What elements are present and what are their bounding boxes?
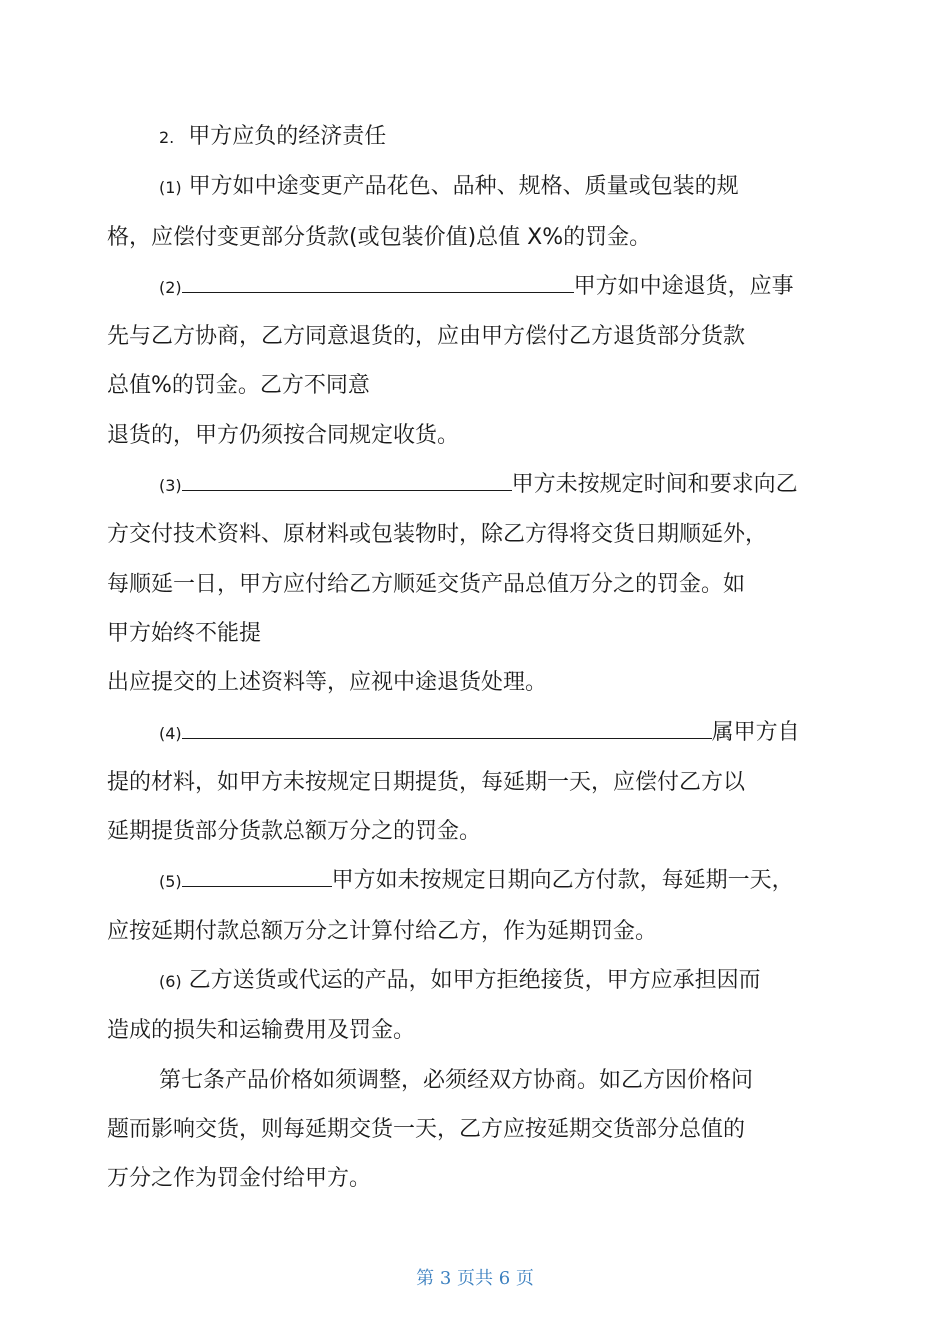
clause-text: 出应提交的上述资料等，应视中途退货处理。 bbox=[107, 670, 548, 696]
clause-text: 甲方如中途变更产品花色、品种、规格、质量或包装的规 bbox=[188, 174, 739, 200]
clause-text: 甲方如未按规定日期向乙方付款，每延期一天， bbox=[331, 868, 794, 894]
fill-in-blank bbox=[182, 468, 512, 491]
clause-text: 造成的损失和运输费用及罚金。 bbox=[107, 1018, 416, 1044]
article-text: 第七条产品价格如须调整，必须经双方协商。如乙方因价格问 bbox=[159, 1067, 754, 1093]
page-number-label: 第 3 页共 6 页 bbox=[416, 1268, 534, 1289]
clause-text: 甲方未按规定时间和要求向乙 bbox=[511, 472, 798, 498]
clause-text: 格，应偿付变更部分货款(或包装价值)总值 X%的罚金。 bbox=[107, 224, 652, 250]
clause-number: (3) bbox=[159, 476, 182, 496]
clause-text: 退货的，甲方仍须按合同规定收货。 bbox=[107, 422, 460, 448]
fill-in-blank bbox=[182, 270, 574, 293]
clause-text: 属甲方自 bbox=[711, 719, 800, 745]
document-body bbox=[107, 112, 837, 1204]
clause-6 bbox=[107, 956, 837, 1056]
section-heading bbox=[107, 112, 837, 162]
article-7 bbox=[107, 1056, 837, 1204]
clause-text: 总值%的罚金。乙方不同意 bbox=[107, 373, 370, 399]
clause-1 bbox=[107, 162, 837, 262]
clause-5 bbox=[107, 856, 837, 956]
section-title: 甲方应负的经济责任 bbox=[188, 124, 387, 149]
clause-text: 应按延期付款总额万分之计算付给乙方，作为延期罚金。 bbox=[107, 918, 658, 944]
clause-text: 乙方送货或代运的产品，如甲方拒绝接货，甲方应承担因而 bbox=[188, 968, 761, 994]
article-text: 题而影响交货，则每延期交货一天，乙方应按延期交货部分总值的 bbox=[107, 1116, 746, 1142]
clause-text: 每顺延一日，甲方应付给乙方顺延交货产品总值万分之的罚金。如 bbox=[107, 571, 746, 597]
clause-number: (6) bbox=[159, 972, 182, 992]
section-number: 2. bbox=[159, 128, 175, 147]
clause-text: 延期提货部分货款总额万分之的罚金。 bbox=[107, 819, 482, 845]
page-footer bbox=[0, 1264, 950, 1290]
clause-text: 方交付技术资料、原材料或包装物时，除乙方得将交货日期顺延外， bbox=[107, 522, 768, 548]
clause-number: (1) bbox=[159, 178, 182, 198]
fill-in-blank bbox=[182, 864, 332, 887]
clause-4 bbox=[107, 708, 837, 857]
clause-text: 甲方始终不能提 bbox=[107, 620, 262, 646]
clause-text: 先与乙方协商，乙方同意退货的，应由甲方偿付乙方退货部分货款 bbox=[107, 324, 746, 350]
clause-text: 甲方如中途退货，应事 bbox=[573, 273, 794, 299]
clause-2 bbox=[107, 262, 837, 460]
clause-number: (4) bbox=[159, 723, 182, 743]
clause-number: (5) bbox=[159, 872, 182, 892]
article-text: 万分之作为罚金付给甲方。 bbox=[107, 1166, 372, 1192]
clause-number: (2) bbox=[159, 277, 182, 297]
fill-in-blank bbox=[182, 716, 712, 739]
clause-3 bbox=[107, 460, 837, 707]
clause-text: 提的材料，如甲方未按规定日期提货，每延期一天，应偿付乙方以 bbox=[107, 769, 746, 795]
